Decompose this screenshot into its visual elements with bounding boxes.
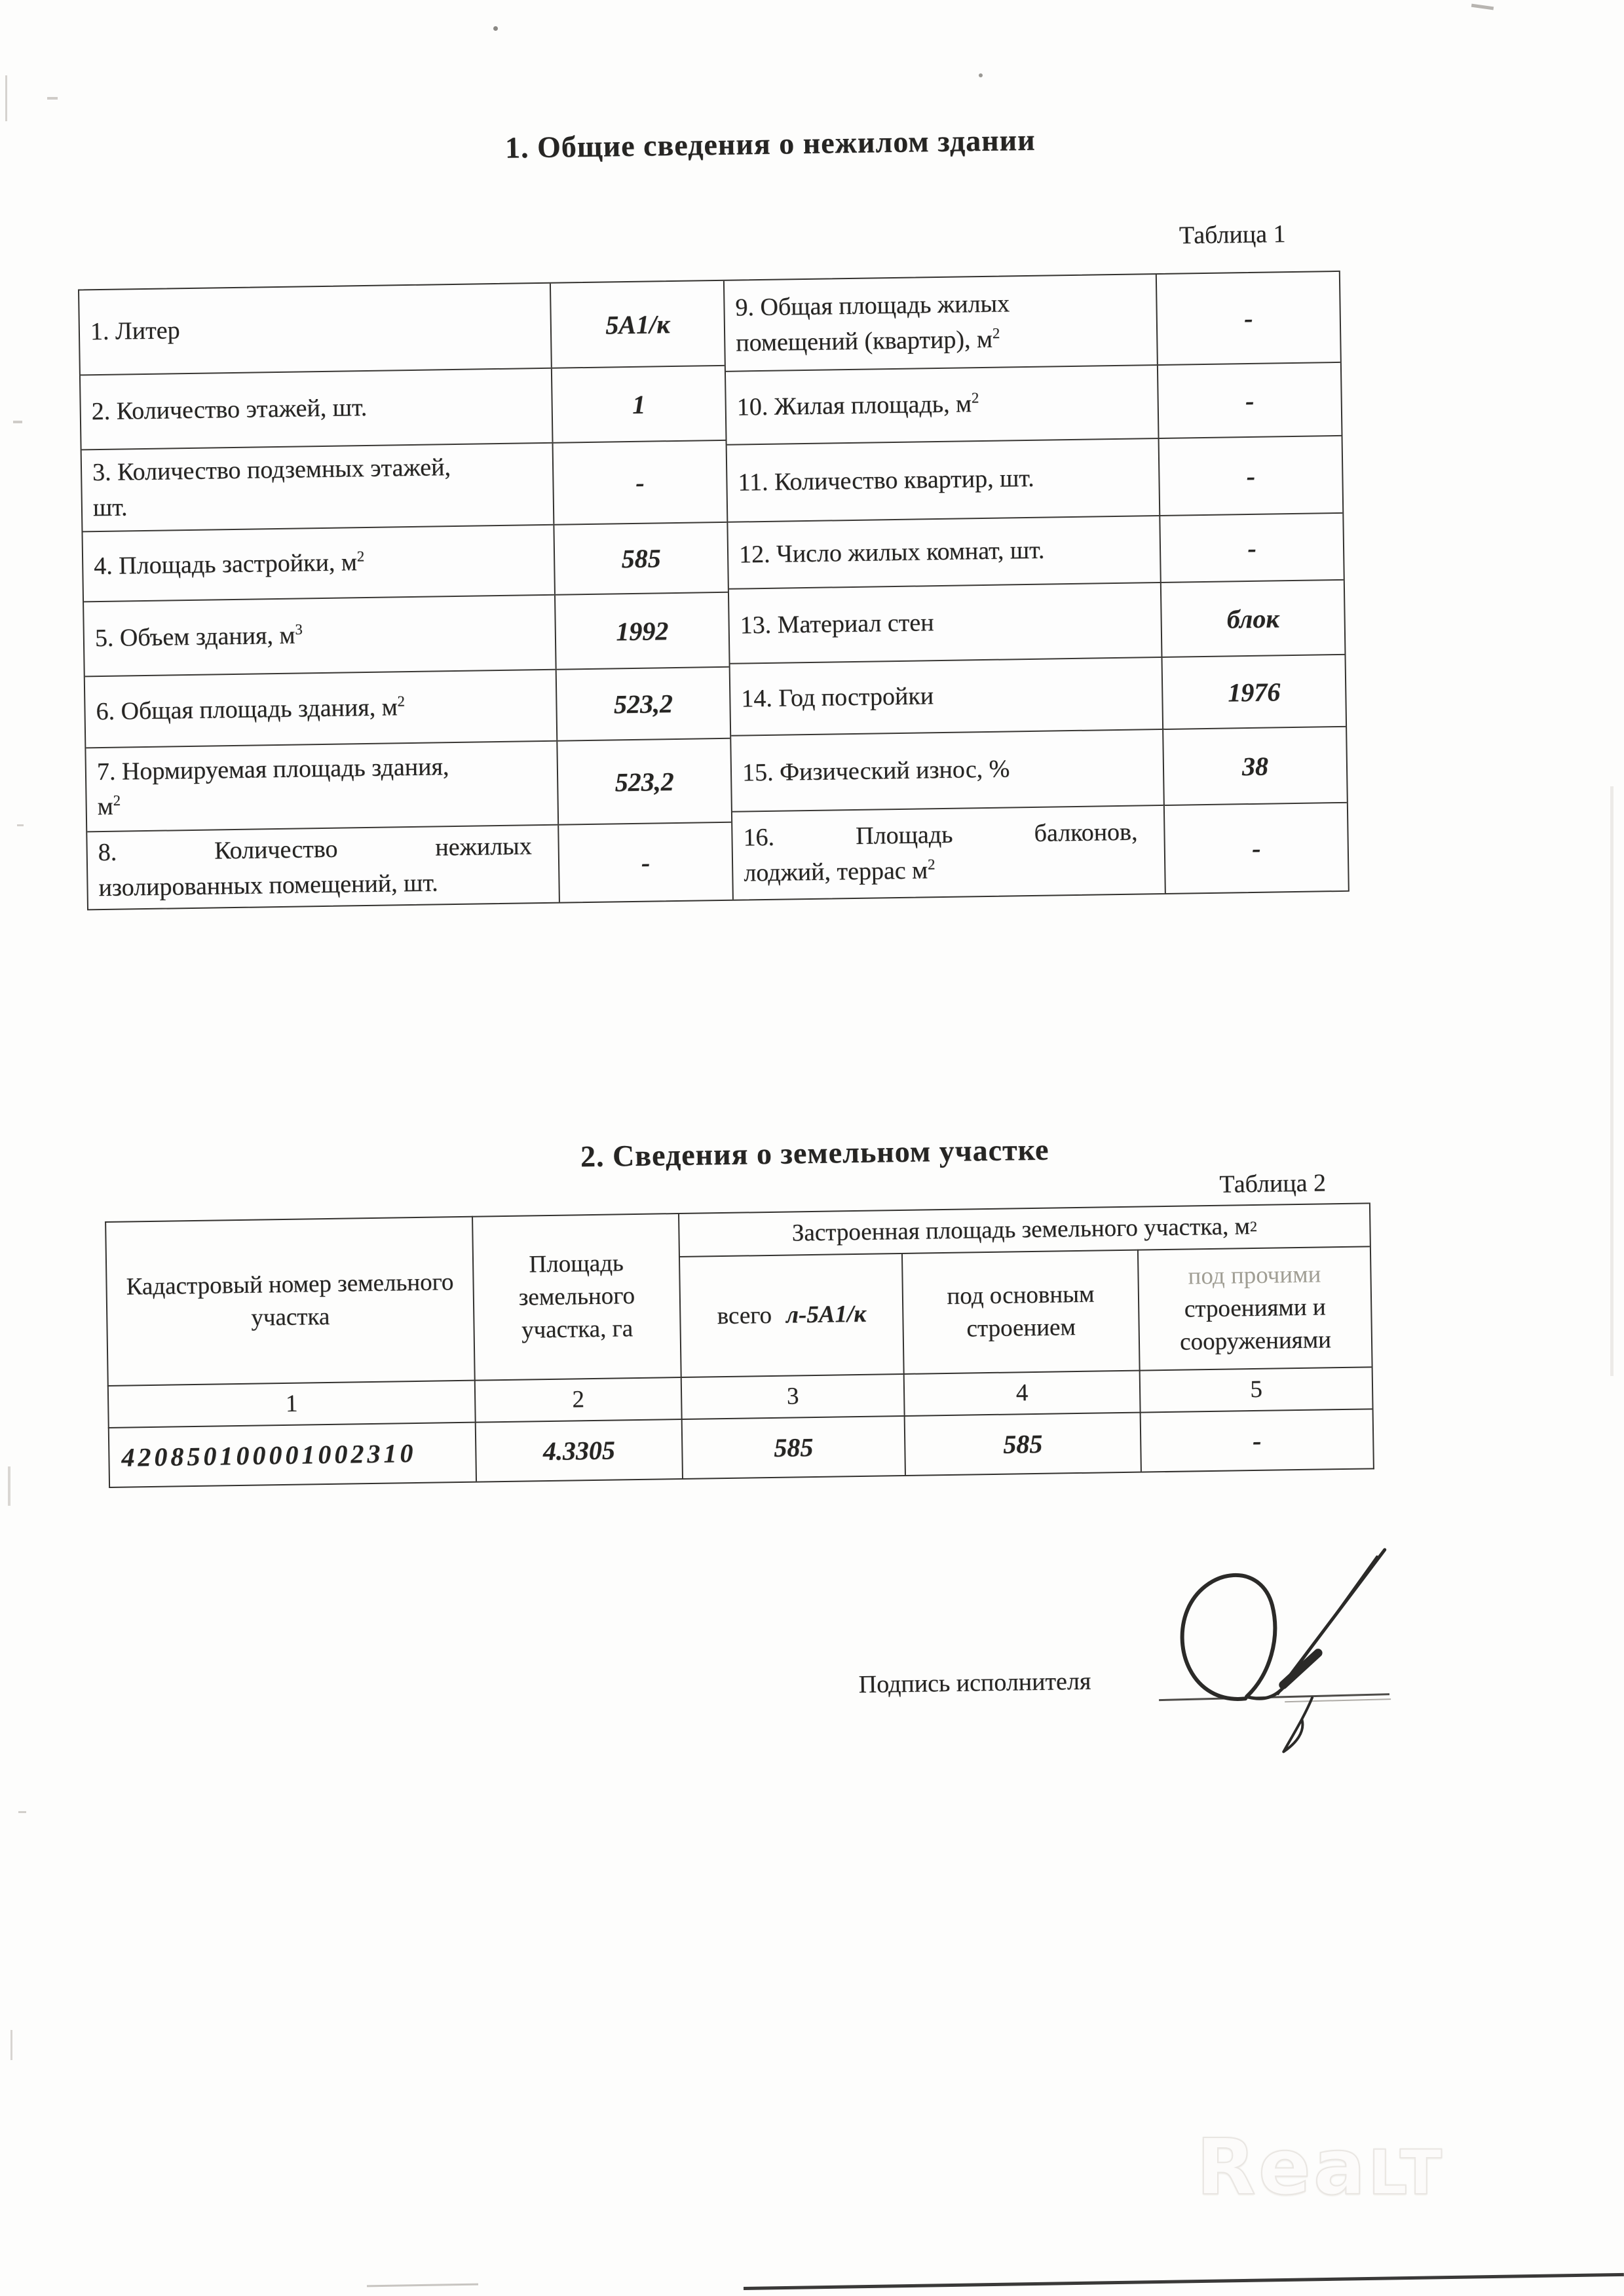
building-info-table [78,271,1350,910]
realt-watermark-r: R [1196,2122,1258,2212]
row-value: 1976 [1227,676,1281,708]
realt-watermark [1196,2122,1445,2212]
table-row [731,726,1347,811]
scan-artifact [13,421,22,423]
row-value: 5А1/к [605,309,670,340]
row-label: 2. Количество этажей, шт. [81,369,554,450]
row-value: 1992 [615,615,669,646]
t2-colnum-4: 4 [903,1370,1140,1415]
scan-artifact [979,73,983,77]
table-row [727,435,1343,522]
table-row [726,362,1342,444]
row-value: - [1243,303,1253,334]
table-row [84,592,729,676]
land-plot-table [105,1202,1374,1488]
signature-label: Подпись исполнителя [858,1667,1091,1699]
row-label: 4. Площадь застройки, $м^2$ [83,526,555,602]
t2-header-other-line1: под прочими [1188,1261,1321,1290]
t2-value-total: 585 [681,1415,905,1478]
scan-artifact [17,824,24,826]
handwritten-signature [1112,1531,1397,1758]
table1-left-half [79,281,732,909]
row-label: 9. Общая площадь жилых помещений (квартир), $м^2$ [725,275,1158,371]
t2-value-plot-area: 4.3305 [475,1419,682,1482]
t2-header-total-code: л-5А1/к [785,1300,867,1329]
row-label: 11. Количество квартир, шт. [727,439,1161,522]
row-value: 523,2 [613,689,673,719]
t2-header-other-rest: строениями и сооружениями [1179,1293,1332,1356]
table-row [79,281,725,375]
row-value: 585 [621,543,662,574]
t2-header-under-other-structures [1137,1246,1372,1369]
t2-header-plot-area: Площадь земельного участка, га [472,1213,681,1380]
row-label: 12. Число жилых комнат, шт. [728,516,1161,588]
row-label: 16. Площадь балконов, лоджий, террас $м^2$ [732,806,1166,900]
section2-title: 2. Сведения о земельном участке [580,1132,1049,1174]
table2-caption: Таблица 2 [1219,1169,1327,1198]
t2-header-total-word: всего [717,1301,772,1330]
table-row [87,822,732,909]
row-value: 523,2 [614,766,675,797]
realt-watermark-lt: LT [1368,2137,1445,2209]
scan-artifact [5,75,7,121]
table-row [725,272,1340,371]
row-value: 38 [1241,751,1269,781]
row-label: 10. Жилая площадь, $м^2$ [726,366,1160,444]
row-value: - [1247,533,1257,563]
t2-colnum-3: 3 [681,1373,904,1419]
table-row [86,738,731,832]
t2-header-total [679,1253,903,1377]
row-value: - [1246,461,1256,491]
row-label: 8. Количество нежилых изолированных помещений, шт. [87,826,560,909]
row-label: 5. Объем здания, $м^3$ [84,596,557,676]
row-value: блок [1226,603,1279,634]
scan-artifact [8,1466,10,1506]
row-value: - [1251,833,1261,863]
row-label: 15. Физический износ, % [731,730,1165,811]
table1-caption: Таблица 1 [1179,220,1286,250]
scan-artifact [18,1811,26,1813]
row-label: 1. Литер [79,284,552,375]
realt-watermark-ea: ea [1258,2122,1369,2212]
scan-artifact [47,97,58,100]
table-row [730,654,1346,735]
scan-artifact [493,26,498,31]
t2-colnum-5: 5 [1139,1366,1372,1411]
table1-right-half [723,272,1348,900]
table-row [82,440,727,531]
t2-colnum-2: 2 [474,1377,681,1422]
t2-header-under-main-building: под основным строением [901,1250,1139,1373]
table-row [728,512,1343,588]
table-row [85,666,730,748]
scan-artifact [10,2030,12,2060]
t2-value-under-main-building: 585 [904,1412,1141,1475]
scan-artifact [1610,786,1614,1376]
table-row [81,365,726,450]
row-value: 1 [632,389,646,419]
t2-header-cadastral-number: Кадастровый номер земельного участка [105,1216,474,1385]
table-row [729,579,1345,663]
section1-title: 1. Общие сведения о нежилом здании [504,123,1036,164]
table-row [83,522,727,602]
row-value: - [641,847,651,877]
row-label: 13. Материал стен [729,583,1163,663]
row-label: 14. Год постройки [730,658,1164,735]
t2-header-builtup-area: Застроенная площадь земельного участка, м 2 [678,1202,1370,1256]
row-label: 7. Нормируемая площадь здания, $м^2$ [86,742,559,832]
row-value: - [1245,385,1255,415]
t2-colnum-1: 1 [107,1380,475,1427]
row-label: 6. Общая площадь здания, $м^2$ [85,670,558,748]
row-value: - [635,467,645,497]
table-row [732,802,1348,900]
t2-value-under-other-structures: - [1140,1408,1373,1471]
t2-value-cadastral-number: 420850100001002310 [108,1422,476,1487]
row-label: 3. Количество подземных этажей, шт. [82,444,555,531]
